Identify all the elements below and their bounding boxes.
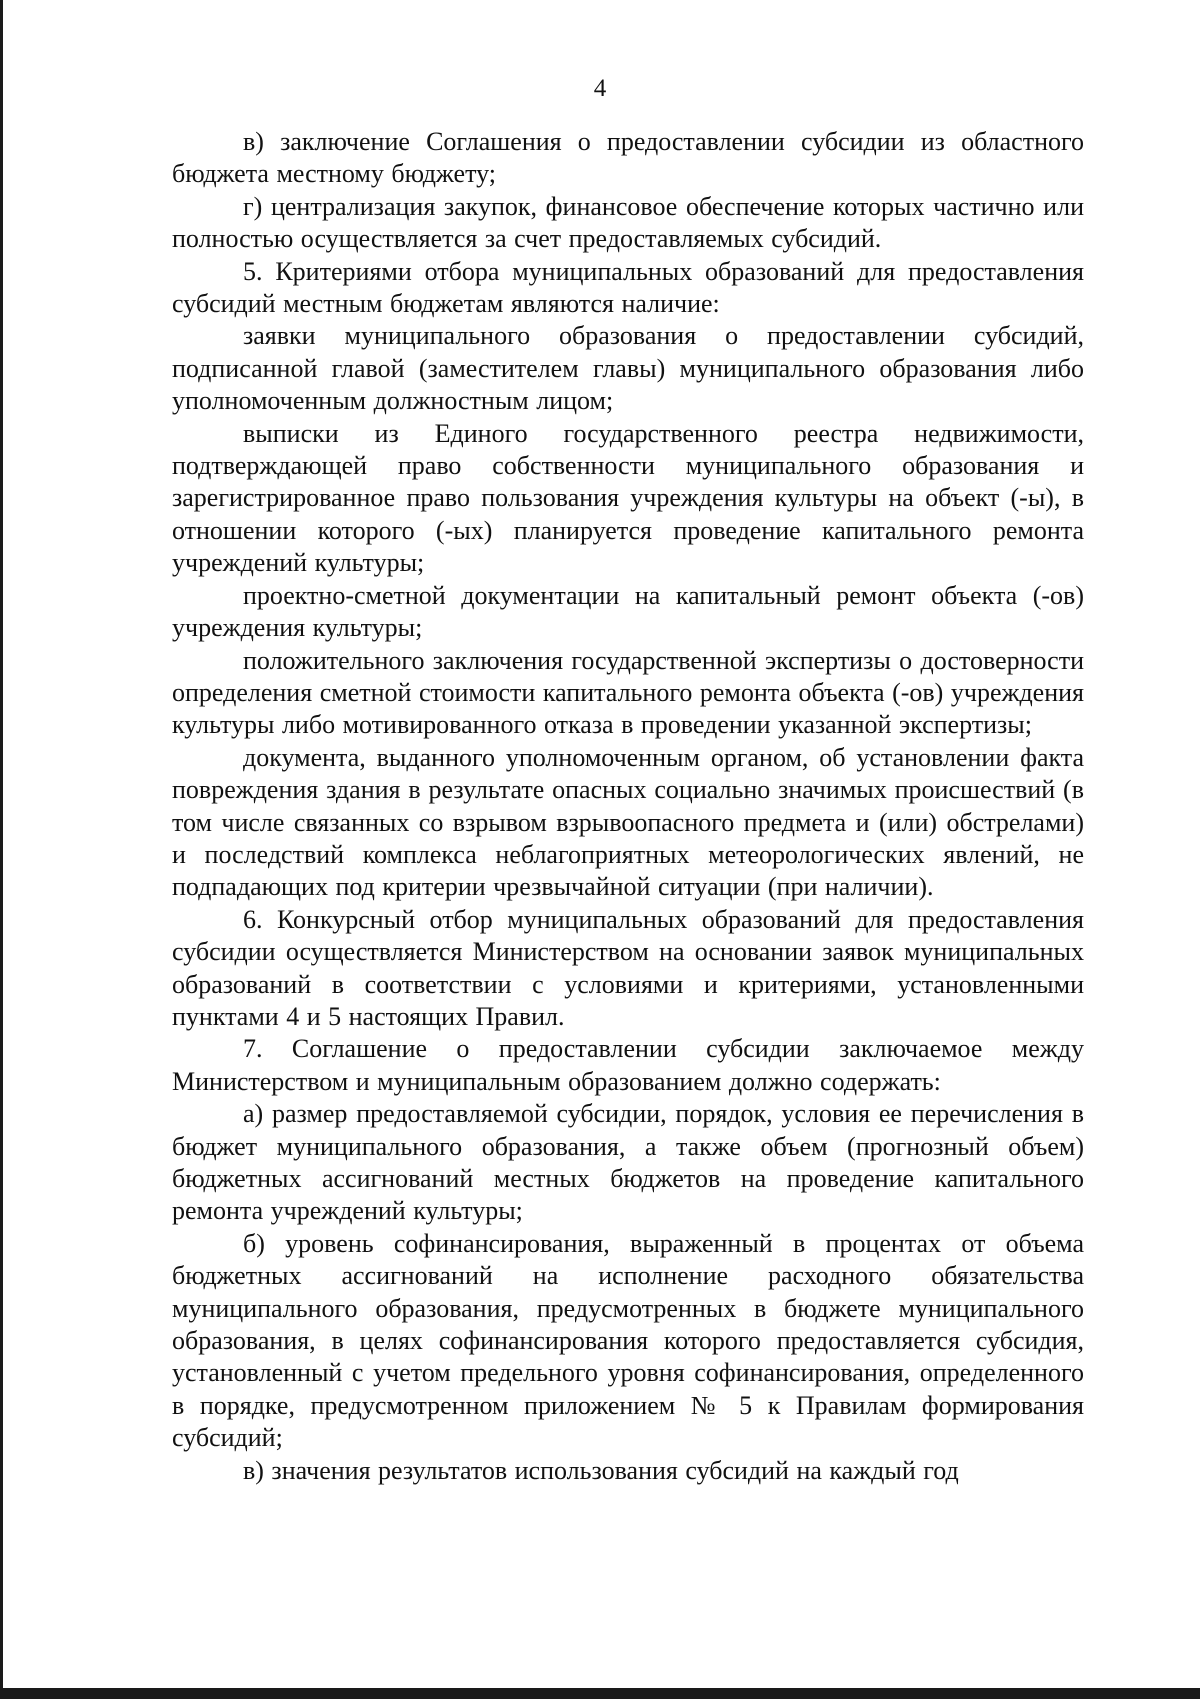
page-number: 4 (593, 75, 607, 102)
paragraph-4g: г) централизация закупок, финансовое обеспечение которых частично или полностью осуществляется за счет предоставляемых субсидий. (172, 191, 1084, 254)
document-body (172, 126, 1084, 1487)
paragraph-7v: в) значения результатов использования субсидий на каждый год (243, 1455, 959, 1485)
paragraph-5: 5. Критериями отбора муниципальных образований для предоставления субсидий местным бюджетам являются наличие: (172, 256, 1084, 319)
paragraph-4v: в) заключение Соглашения о предоставлении субсидии из областного бюджета местному бюджету; (172, 127, 1084, 189)
scan-border-left (0, 0, 3, 1690)
criterion-damage-document: документа, выданного уполномоченным органом, об установлении факта повреждения здания в результате опасных социально значимых происшествий (в том числе связанных со взрывом взрывоопасного предмета и (или) обстрелами) и последствий комплекса неблагоприятных метеорологических явлений, не подпадающих под критерии чрезвычайной ситуации (при наличии). (172, 742, 1084, 902)
criterion-registry-extract: выписки из Единого государственного реестра недвижимости, подтверждающей право собственности муниципального образования и зарегистрированное право пользования учреждения культуры на объект (-ы), в отношении которого (-ых) планируется проведение капитального ремонта учреждений культуры; (172, 418, 1084, 578)
paragraph-7a: а) размер предоставляемой субсидии, порядок, условия ее перечисления в бюджет муниципального образования, а также объем (прогнозный объем) бюджетных ассигнований местных бюджетов на проведение капитального ремонта учреждений культуры; (172, 1099, 1084, 1226)
scan-border-bottom (0, 1688, 1200, 1699)
criterion-design-documentation: проектно-сметной документации на капитальный ремонт объекта (-ов) учреждения культуры; (172, 580, 1084, 643)
paragraph-7: 7. Соглашение о предоставлении субсидии заключаемое между Министерством и муниципальным образованием должно содержать: (172, 1034, 1084, 1096)
criterion-application: заявки муниципального образования о предоставлении субсидий, подписанной главой (заместителем главы) муниципального образования либо уполномоченным должностным лицом; (172, 321, 1084, 416)
paragraph-7b: б) уровень софинансирования, выраженный в процентах от объема бюджетных ассигнований на исполнение расходного обязательства муниципального образования, предусмотренных в бюджете муниципального образования, в целях софинансирования которого предоставляется субсидия, установленный с учетом предельного уровня софинансирования, определенного в порядке, предусмотренном приложением № 5 к Правилам формирования субсидий; (172, 1228, 1084, 1453)
paragraph-6: 6. Конкурсный отбор муниципальных образований для предоставления субсидии осуществляется Министерством на основании заявок муниципальных образований в соответствии с условиями и критериями, установленными пунктами 4 и 5 настоящих Правил. (172, 904, 1084, 1031)
criterion-expert-conclusion: положительного заключения государственной экспертизы о достоверности определения сметной стоимости капитального ремонта объекта (-ов) учреждения культуры либо мотивированного отказа в проведении указанной экспертизы; (172, 645, 1084, 740)
